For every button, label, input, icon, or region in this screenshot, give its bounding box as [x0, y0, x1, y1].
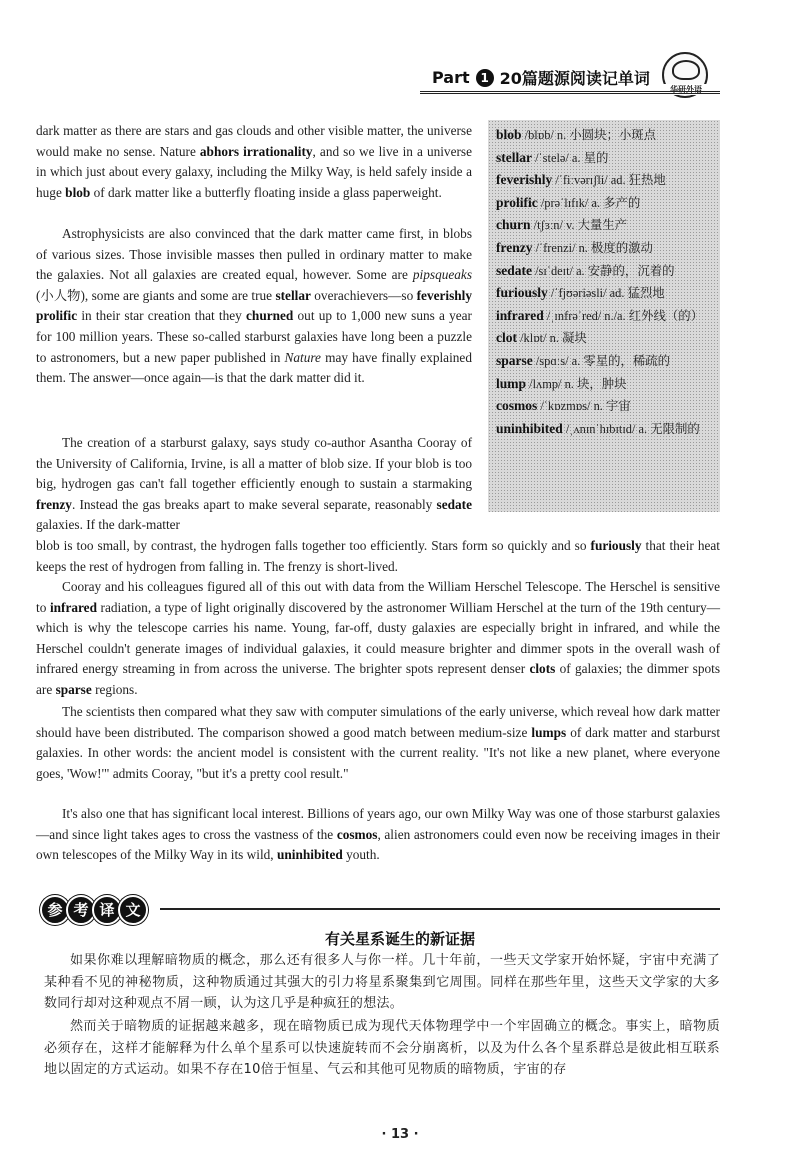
keyword: uninhibited [276, 847, 343, 863]
vocab-entry [496, 147, 712, 170]
translation-banner [40, 895, 144, 925]
vocab-definition: /ˌɪnfrəˈred/ n./a. 红外线（的） [546, 308, 704, 323]
vocab-entry [496, 327, 712, 350]
vocab-entry [496, 350, 712, 373]
vocab-definition: /ˈfrenzi/ n. 极度的激动 [535, 240, 653, 255]
text: blob is too small, by contrast, the hydrogen falls together too efficiently. Stars form so quickly and so [36, 538, 591, 553]
text: (小人物), some are giants and some are true [36, 287, 276, 303]
keyword: sparse [55, 681, 92, 697]
vocab-definition: /ˈfiːvərɪʃli/ ad. 狂热地 [555, 173, 666, 188]
text: overachievers—so [310, 287, 417, 303]
text: dark matter as there are stars and gas clouds and other visible matter, the universe would make no sense. Nature [36, 123, 472, 159]
vocab-definition: /blɒb/ n. 小圆块；小斑点 [524, 128, 657, 142]
text: . Instead the gas breaks apart to make several separate, reasonably [71, 496, 437, 512]
vocabulary-list [488, 120, 720, 440]
header-rule [420, 91, 720, 94]
logo-mascot-icon [672, 60, 700, 80]
vocab-word: sedate [496, 262, 532, 278]
vocab-word: uninhibited [496, 420, 563, 436]
vocab-definition: /prəˈlɪfɪk/ a. 多产的 [540, 195, 641, 210]
vocab-entry [496, 237, 712, 260]
text: out up to 1,000 new suns a year for 100 million years. These so-called starburst galaxies have long been a puzzle to astronomers, but a new paper published in [36, 308, 472, 365]
part-label: Part [432, 68, 470, 87]
text: youth. [342, 847, 380, 863]
keyword: abhors irrationality [199, 143, 313, 159]
paragraph-3-continued [36, 536, 720, 577]
vocab-definition: /ˈstelə/ a. 星的 [535, 150, 609, 165]
vocab-word: sparse [496, 352, 533, 368]
page-number: · 13 · [381, 1127, 419, 1142]
banner-char: 考 [66, 895, 96, 925]
text: , alien astronomers could even now be receiving images in their own telescopes of the Milky Way in its wild, [36, 826, 720, 863]
vocab-entry [496, 418, 712, 441]
translation-paragraph-2: 然而关于暗物质的证据越来越多，现在暗物质已成为现代天体物理学中一个牢固确立的概念。事实上，暗物质必须存在，这样才能解释为什么单个星系可以快速旋转而不会分崩离析，以及为什么各个星系群总是彼此相互联系地以固定的方式运动。如果不存在10倍于恒星、气云和其他可见物质的暗物质，宇宙的存 [44, 1019, 720, 1077]
vocab-entry [496, 282, 712, 305]
vocab-word: stellar [496, 149, 532, 165]
paragraph-1 [36, 121, 472, 203]
vocab-entry [496, 192, 712, 215]
vocab-word: frenzy [496, 239, 533, 255]
banner-char: 参 [40, 895, 70, 925]
keyword: blob [65, 184, 91, 200]
keyword: furiously [590, 538, 642, 553]
vocab-word: cosmos [496, 398, 538, 414]
text: radiation, a type of light originally discovered by the astronomer William Herschel at the turn of the 19th century—which is why the telescope carries his name. Young, far-off, dusty galaxies are especially bright in infrared, and while the Herschel couldn't generate images of individual galaxies, it could measure brighter and dimmer spots in the overall wash of infrared energy streaming in from across the universe. The brighter spots represent denser [36, 599, 721, 677]
text: may have finally explained them. The answer—once again—is that the dark matter did it. [36, 349, 472, 386]
text: The scientists then compared what they saw with computer simulations of the early universe, which reveal how dark matter should have been distributed. The comparison showed a good match between medium-size [36, 704, 720, 740]
vocab-definition: /tʃɜːn/ v. 大量生产 [533, 218, 628, 233]
keyword: clots [529, 661, 556, 677]
text: Cooray and his colleagues figured all of this out with data from the William Herschel Telescope. The Herschel is sensitive to [36, 579, 720, 615]
text: of dark matter and starburst galaxies. In other words: the ancient model is consistent with the current reality. "It's not like a new planet, where everyone goes, 'Wow!'" admits Cooray, "but it's a pretty cool result." [36, 724, 721, 781]
vocab-entry [496, 214, 712, 237]
text: regions. [91, 681, 138, 697]
keyword: infrared [49, 599, 97, 615]
keyword: lumps [531, 724, 567, 740]
vocab-definition: /ˈfjʊəriəsli/ ad. 猛烈地 [550, 286, 665, 301]
vocab-word: infrared [496, 307, 544, 323]
text: , and so we live in a universe in which just about every galaxy, including the Milky Way, is held safely inside a huge [36, 143, 472, 200]
text: galaxies. If the dark-matter [36, 517, 180, 533]
italic-term: pipsqueaks [412, 267, 472, 283]
banner-rule [160, 908, 720, 910]
translation-paragraph-1: 如果你难以理解暗物质的概念，那么还有很多人与你一样。几十年前，一些天文学家开始怀疑，宇宙中充满了某种看不见的神秘物质，这种物质通过其强大的引力将星系聚集到它周围。同样在那些年里，这些天文学家的大多数同行却对这种观点不屑一顾，认为这几乎是种疯狂的想法。 [44, 953, 720, 1011]
logo-text: 华研外语 [658, 84, 714, 95]
running-header [432, 66, 650, 89]
vocabulary-box [488, 120, 720, 512]
keyword: churned [246, 308, 294, 324]
vocab-word: blob [496, 127, 522, 142]
text: The creation of a starburst galaxy, says study co-author Asantha Cooray of the University of California, Irvine, is all a matter of blob size. If your blob is too big, hydrogen gas can't fall together efficiently enough to sustain a starmaking [36, 435, 472, 492]
text: It's also one that has significant local interest. Billions of years ago, our own Milky Way was one of those starburst galaxies—and since light takes ages to cross the vastness of the [36, 806, 720, 842]
text: that their heat keeps the rest of hydrogen from falling in. The frenzy is short-lived. [36, 538, 720, 574]
text: in their star creation that they [77, 308, 247, 324]
text: of galaxies; the dimmer spots are [36, 661, 721, 697]
vocab-definition: /sɪˈdeɪt/ a. 安静的，沉着的 [535, 263, 675, 278]
keyword: feverishly prolific [36, 287, 472, 324]
keyword: stellar [275, 287, 311, 303]
translation-title: 有关星系诞生的新证据 [324, 930, 475, 948]
vocab-entry [496, 395, 712, 418]
paragraph-3 [36, 433, 472, 536]
part-title: 20篇题源阅读记单词 [499, 69, 650, 88]
part-number-badge: 1 [476, 69, 494, 87]
italic-term: Nature [284, 349, 321, 365]
banner-char: 文 [118, 895, 148, 925]
vocab-definition: /lʌmp/ n. 块，肿块 [529, 376, 627, 391]
keyword: frenzy [36, 496, 72, 512]
vocab-word: feverishly [496, 172, 553, 188]
paragraph-5 [36, 702, 720, 784]
vocab-definition: /ˌʌnɪnˈhɪbɪtɪd/ a. 无限制的 [565, 421, 700, 436]
vocab-definition: /spɑːs/ a. 零星的，稀疏的 [535, 353, 671, 368]
vocab-entry [496, 373, 712, 396]
vocab-entry [496, 124, 712, 147]
vocab-definition: /ˈkɒzmɒs/ n. 宇宙 [540, 399, 631, 414]
text: Astrophysicists are also convinced that the dark matter came first, in blobs of various sizes. Those invisible masses then pulled in ordinary matter to make the galaxies. Not all galaxies are created equal, however. Some are [36, 226, 472, 283]
vocab-entry [496, 260, 712, 283]
vocab-entry [496, 305, 712, 328]
keyword: sedate [436, 496, 472, 512]
paragraph-2 [36, 224, 472, 389]
vocab-entry [496, 169, 712, 192]
vocab-word: churn [496, 217, 531, 233]
vocab-word: furiously [496, 285, 548, 301]
keyword: cosmos [336, 826, 378, 842]
text: of dark matter like a butterfly floating inside a glass paperweight. [90, 184, 442, 200]
vocab-definition: /klɒt/ n. 凝块 [520, 331, 587, 346]
vocab-word: lump [496, 375, 527, 391]
vocab-word: prolific [496, 194, 538, 210]
paragraph-6 [36, 804, 720, 866]
vocab-word: clot [496, 330, 517, 346]
banner-char: 译 [92, 895, 122, 925]
paragraph-4 [36, 577, 720, 701]
